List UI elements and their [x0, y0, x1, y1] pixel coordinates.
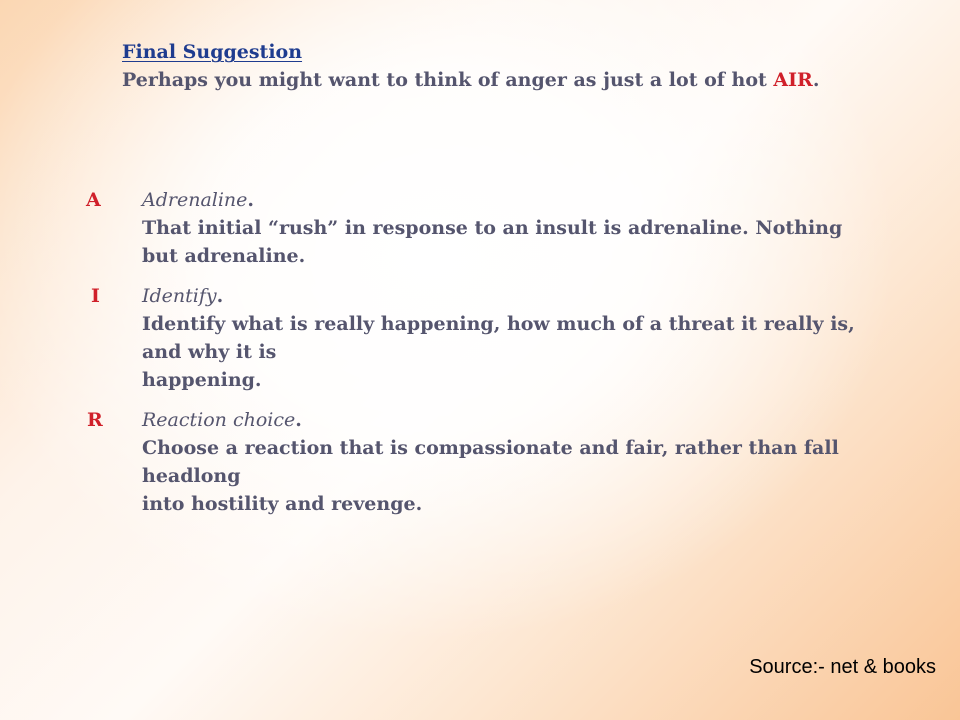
subtitle-end: . [812, 69, 820, 91]
item-term-line: Reaction choice. [142, 409, 302, 431]
item-line: but adrenaline. [142, 245, 306, 267]
item-letter: A [86, 189, 101, 211]
item-term: Identify [142, 285, 217, 307]
item-line: and why it is [142, 341, 277, 363]
item-term: Adrenaline [142, 189, 248, 211]
item-term-line: Identify. [142, 285, 224, 307]
item-line: Identify what is really happening, how much of a threat it really is, [142, 313, 855, 335]
item-body [142, 282, 902, 394]
header [122, 38, 819, 94]
item-term-line: Adrenaline. [142, 189, 255, 211]
item-line: happening. [142, 369, 262, 391]
source-credit: Source:- net & books [749, 656, 936, 678]
subtitle-highlight: AIR [773, 69, 813, 91]
item-line: That initial “rush” in response to an insult is adrenaline. Nothing [142, 217, 843, 239]
item-line: Choose a reaction that is compassionate and fair, rather than fall [142, 437, 839, 459]
item-term: Reaction choice [142, 409, 296, 431]
item-body [142, 186, 902, 270]
slide-title: Final Suggestion [122, 41, 303, 63]
item-body [142, 406, 902, 518]
item-letter: R [87, 409, 103, 431]
item-letter: I [91, 285, 100, 307]
subtitle-text: Perhaps you might want to think of anger as just a lot of hot [122, 69, 774, 91]
subtitle [122, 69, 819, 91]
item-line: headlong [142, 465, 241, 487]
item-line: into hostility and revenge. [142, 493, 423, 515]
